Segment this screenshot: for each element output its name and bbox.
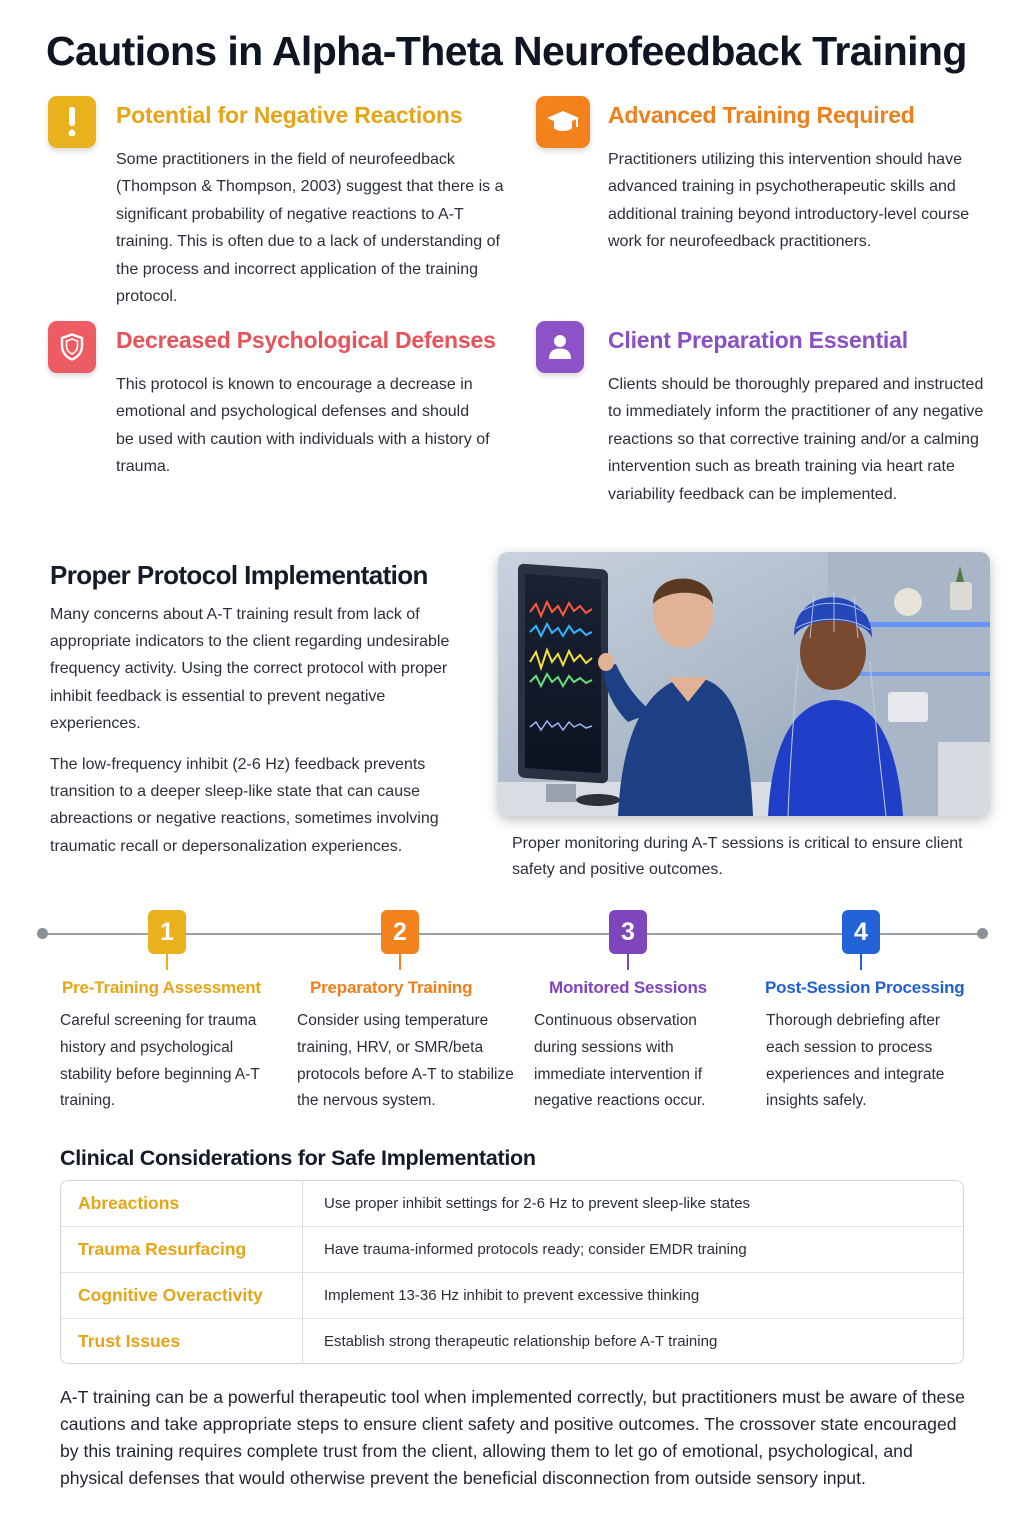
card-text: This protocol is known to encourage a decrease in emotional and psychological defenses and should be used with caution with individuals with a history of trauma. — [116, 376, 490, 476]
graduation-cap-icon — [536, 96, 590, 148]
protocol-paragraph-1: Many concerns about A-T training result from lack of appropriate indicators to the client regarding undesirable frequency activity. Using the correct protocol with proper inhibit feedback is essential to prevent negative experiences. — [50, 606, 450, 732]
step-stem — [166, 954, 168, 970]
row-key: Abreactions — [78, 1193, 180, 1213]
card-text: Practitioners utilizing this intervention should have advanced training in psychotherapeutic skills and additional training beyond introductory-level course work for neurofeedback practitioners. — [608, 151, 970, 251]
step-number-badge: 1 — [148, 910, 186, 954]
row-key: Cognitive Overactivity — [78, 1285, 263, 1305]
step-title: Pre-Training Assessment — [62, 978, 261, 997]
card-title: Advanced Training Required — [608, 102, 915, 128]
timeline-end-dot — [977, 928, 988, 939]
step-title: Monitored Sessions — [549, 978, 707, 997]
timeline-start-dot — [37, 928, 48, 939]
row-value: Implement 13-36 Hz inhibit to prevent excessive thinking — [324, 1287, 700, 1304]
step-title: Post-Session Processing — [765, 978, 965, 997]
protocol-section-title: Proper Protocol Implementation — [50, 560, 428, 590]
step-text: Consider using temperature training, HRV, or SMR/beta protocols before A-T to stabilize the nervous system. — [297, 1012, 514, 1110]
card-text: Some practitioners in the field of neurofeedback (Thompson & Thompson, 2003) suggest that there is a significant probability of negative reactions to A-T training. This is often due to a lack of understanding of the process and incorrect application of the training protocol. — [116, 151, 504, 306]
step-title: Preparatory Training — [310, 978, 473, 997]
clinical-considerations-table — [60, 1180, 964, 1364]
table-row — [61, 1273, 963, 1319]
step-text: Continuous observation during sessions with immediate intervention if negative reactions occur. — [534, 1012, 706, 1110]
page-title: Cautions in Alpha-Theta Neurofeedback Training — [46, 28, 967, 74]
neurofeedback-session-photo — [498, 552, 990, 816]
step-number-badge: 2 — [381, 910, 419, 954]
user-icon — [536, 321, 584, 373]
exclamation-icon — [48, 96, 96, 148]
photo-caption: Proper monitoring during A-T sessions is critical to ensure client safety and positive outcomes. — [512, 835, 963, 878]
step-number-badge: 3 — [609, 910, 647, 954]
row-key: Trust Issues — [78, 1331, 181, 1351]
row-value: Establish strong therapeutic relationship before A-T training — [324, 1333, 718, 1350]
table-row — [61, 1227, 963, 1273]
step-stem — [860, 954, 862, 970]
row-value: Use proper inhibit settings for 2-6 Hz to prevent sleep-like states — [324, 1195, 751, 1212]
shield-icon — [48, 321, 96, 373]
card-title: Potential for Negative Reactions — [116, 102, 463, 128]
table-row — [61, 1319, 963, 1364]
step-text: Careful screening for trauma history and psychological stability before beginning A-T training. — [60, 1012, 260, 1110]
card-text: Clients should be thoroughly prepared and instructed to immediately inform the practitioner of any negative reactions so that corrective training and/or a calming intervention such as breath training via heart rate variability feedback can be implemented. — [608, 376, 984, 503]
step-stem — [399, 954, 401, 970]
step-number-badge: 4 — [842, 910, 880, 954]
protocol-paragraph-2: The low-frequency inhibit (2-6 Hz) feedback prevents transition to a deeper sleep-like state that can cause abreactions or negative reactions, sometimes involving traumatic recall or depersonalization experiences. — [50, 756, 439, 855]
table-title: Clinical Considerations for Safe Implementation — [60, 1146, 536, 1170]
step-text: Thorough debriefing after each session to process experiences and integrate insights safely. — [766, 1012, 945, 1110]
step-stem — [627, 954, 629, 970]
row-value: Have trauma-informed protocols ready; consider EMDR training — [324, 1241, 747, 1258]
table-row — [61, 1181, 963, 1227]
row-key: Trauma Resurfacing — [78, 1239, 247, 1259]
card-title: Client Preparation Essential — [608, 327, 908, 353]
closing-paragraph: A-T training can be a powerful therapeutic tool when implemented correctly, but practitioners must be aware of these cautions and take appropriate steps to ensure client safety and positive outcomes. The crossover state encouraged by this training requires complete trust from the client, allowing them to let go of emotional, psychological, and physical defenses that would otherwise prevent the beneficial disconnection from outside sensory input. — [60, 1387, 965, 1488]
card-title: Decreased Psychological Defenses — [116, 327, 496, 353]
